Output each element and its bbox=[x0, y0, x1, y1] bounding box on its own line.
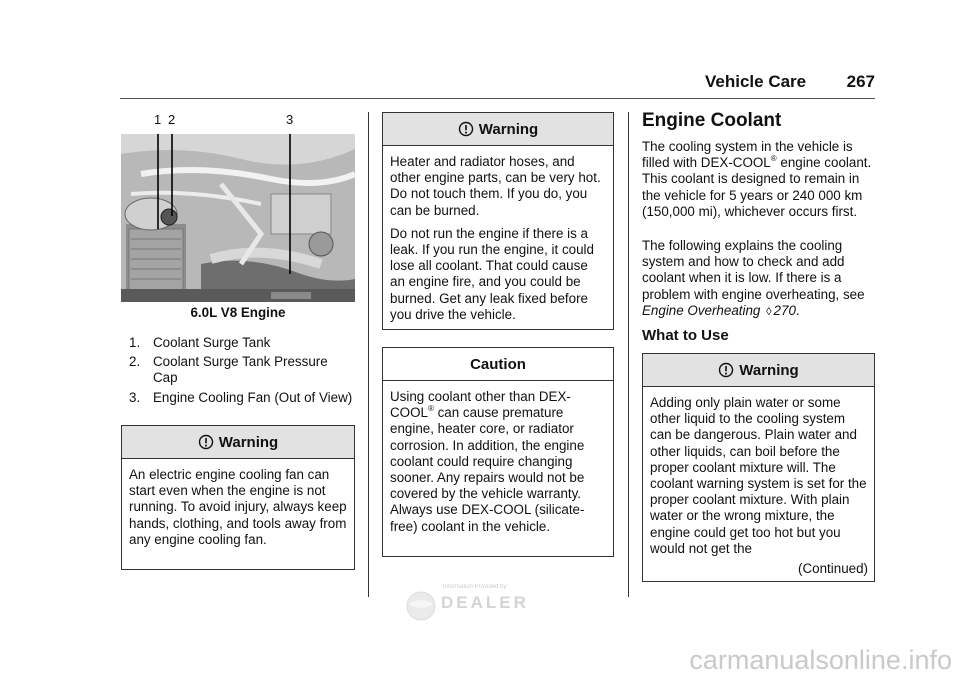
warning-title: Warning bbox=[739, 361, 799, 379]
section-heading-engine-coolant: Engine Coolant bbox=[642, 110, 782, 131]
caution-text-part: can cause premature engine, heater core, or radiator corrosion. In addition, the engine coolant could require changing sooner. Any repairs would not be covered by the vehicle warranty. Always use DEX-COOL (silicate-free) coolant in the vehicle. bbox=[390, 405, 585, 534]
caution-title: Caution bbox=[470, 355, 526, 373]
callout-1: 1 bbox=[154, 112, 162, 127]
paragraph-text: engine coolant. This coolant is designed to remain in the vehicle for 5 years or 240 000 km (150,000 mi), whichever occurs first. bbox=[642, 155, 872, 219]
warning-paragraph: Heater and radiator hoses, and other engine parts, can be very hot. Do not touch them. If you do, you can be burned. bbox=[390, 154, 601, 218]
caution-text-part: Using coolant other than DEX-COOL bbox=[390, 389, 571, 421]
paragraph-text: The following explains the cooling system and how to check and add coolant when it is low. If there is a problem with engine overheating, see bbox=[642, 238, 865, 302]
warning-header bbox=[383, 113, 613, 146]
list-item bbox=[121, 354, 355, 386]
site-watermark: carmanualsonline.info bbox=[689, 645, 952, 675]
warning-box-hoses bbox=[382, 112, 614, 330]
paragraph-text: The cooling system in the vehicle is filled with DEX-COOL bbox=[642, 139, 853, 171]
warning-paragraph: Do not run the engine if there is a leak. If you run the engine, it could lose all coolant. That could cause an engine fire, and you could be burned. Get any leak fixed before you drive the vehicle. bbox=[390, 225, 594, 322]
warning-text: Adding only plain water or some other liquid to the cooling system can be dangerous. Plain water and other liquids, can boil before the proper coolant mixture will. The coolant warning system is set for the proper coolant mixture. With plain water or the wrong mixture, the engine could get too hot but you would not get the bbox=[650, 395, 867, 556]
dealer-logo bbox=[405, 584, 550, 624]
list-item bbox=[121, 390, 355, 406]
warning-icon bbox=[458, 121, 474, 137]
callout-2: 2 bbox=[168, 112, 176, 127]
callout-3: 3 bbox=[286, 112, 294, 127]
list-item-text: Coolant Surge Tank Pressure Cap bbox=[153, 354, 328, 386]
list-item-text: Coolant Surge Tank bbox=[153, 335, 271, 350]
column-divider-2 bbox=[628, 112, 629, 597]
paragraph-text: . bbox=[795, 302, 800, 318]
engine-illustration bbox=[121, 134, 355, 302]
caution-body bbox=[383, 381, 613, 548]
warning-header bbox=[122, 426, 354, 459]
engine-figure bbox=[121, 112, 355, 302]
dealer-tagline: Information Provided by: bbox=[443, 584, 509, 590]
list-item-number: 3. bbox=[129, 389, 141, 405]
warning-body bbox=[643, 387, 874, 561]
continued-label: (Continued) bbox=[798, 561, 868, 577]
cross-reference-page[interactable]: 270 bbox=[773, 302, 796, 318]
registered-mark: ® bbox=[427, 404, 434, 414]
page-header bbox=[705, 72, 875, 96]
warning-body bbox=[383, 146, 613, 336]
column-divider-1 bbox=[368, 112, 369, 597]
coolant-paragraph-2 bbox=[642, 238, 878, 320]
warning-text: An electric engine cooling fan can start even when the engine is not running. To avoid injury, always keep hands, clothing, and tools away from any engine cooling fan. bbox=[129, 467, 347, 547]
list-item-number: 2. bbox=[129, 354, 141, 370]
engine-photo bbox=[121, 134, 355, 302]
warning-icon bbox=[198, 434, 214, 450]
list-item-text: Engine Cooling Fan (Out of View) bbox=[153, 389, 353, 405]
warning-icon bbox=[718, 362, 734, 378]
cross-reference-link[interactable]: Engine Overheating bbox=[642, 302, 761, 318]
dealer-globe-icon bbox=[405, 590, 437, 622]
warning-box-water bbox=[642, 353, 875, 582]
warning-body bbox=[122, 459, 354, 561]
list-item bbox=[121, 335, 355, 351]
figure-caption: 6.0L V8 Engine bbox=[190, 305, 286, 320]
subheading-what-to-use: What to Use bbox=[642, 327, 729, 344]
warning-title: Warning bbox=[218, 433, 279, 451]
coolant-paragraph-1 bbox=[642, 139, 878, 220]
caution-text bbox=[390, 389, 606, 535]
caution-header bbox=[383, 348, 613, 381]
parts-list bbox=[121, 335, 355, 409]
caution-box bbox=[382, 347, 614, 557]
warning-header bbox=[643, 354, 874, 387]
section-title: Vehicle Care bbox=[705, 72, 807, 91]
list-item-number: 1. bbox=[129, 335, 141, 350]
warning-box-fan bbox=[121, 425, 355, 570]
warning-title: Warning bbox=[478, 120, 539, 138]
registered-mark: ® bbox=[770, 154, 777, 164]
header-divider bbox=[120, 98, 875, 99]
dealer-wordmark: DEALER bbox=[441, 593, 529, 612]
page-number: 267 bbox=[846, 72, 875, 91]
page-reference-icon: ◊ bbox=[766, 305, 772, 318]
